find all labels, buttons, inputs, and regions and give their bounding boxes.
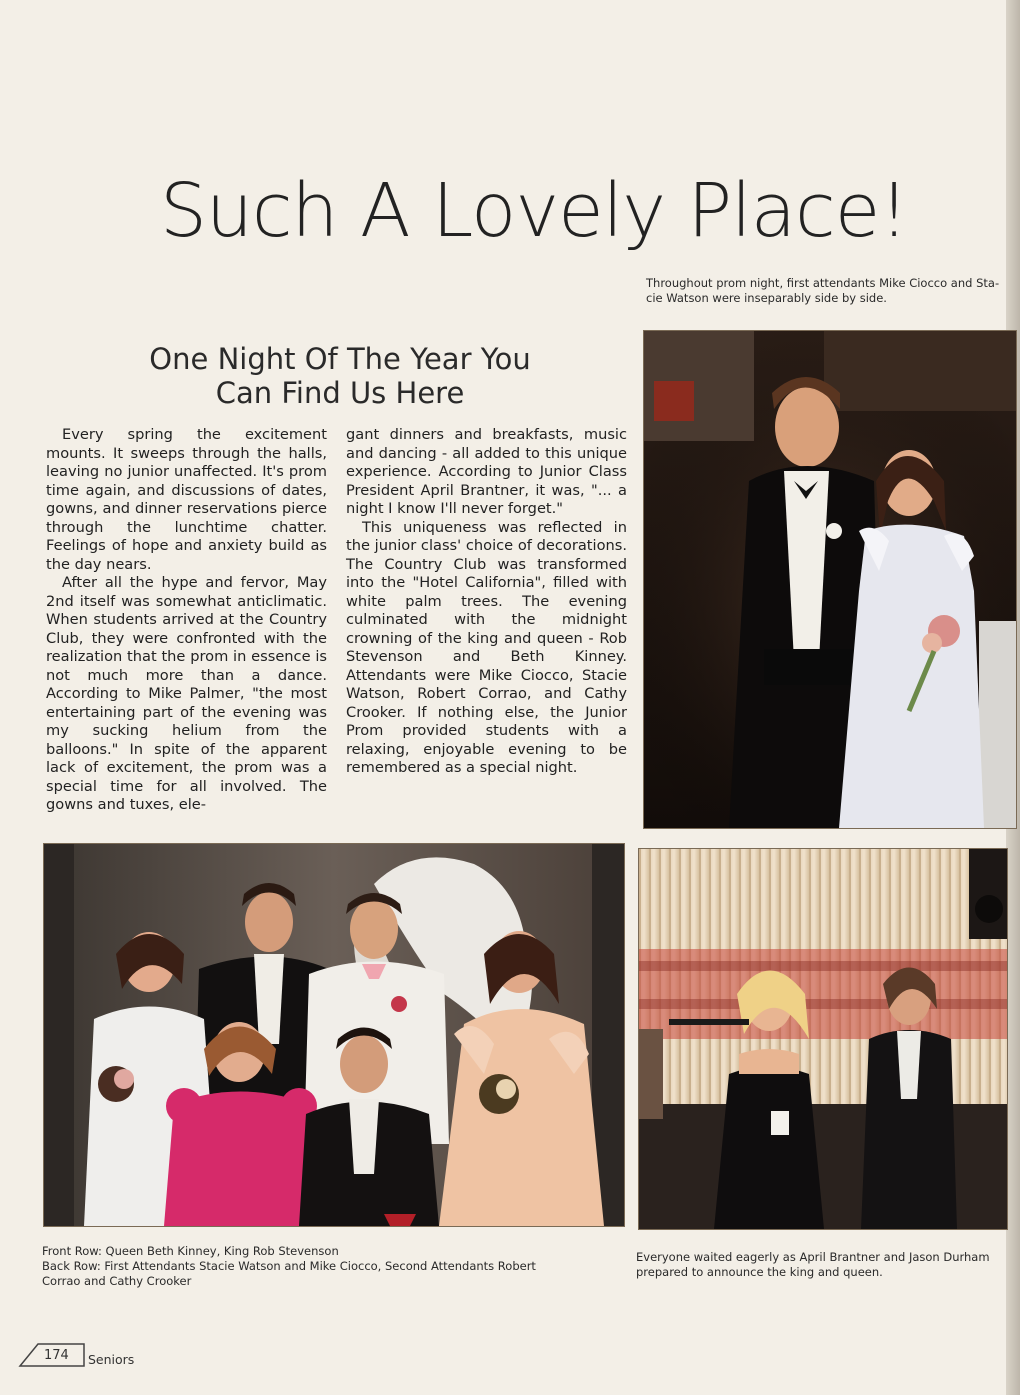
article-paragraph: This uniqueness was reflected in the junior class' choice of decorations. The Country Club was transformed into the "Hotel California", filled with white palm trees. The evening culminated with the midnight crowning of the king and queen - Rob Stevenson and Beth Kinney. Attendants were Mike Ciocco, Stacie Watson, Robert Corrao, and Cathy Crooker. If nothing else, the Junior Prom provided students with a relaxing, enjoyable evening to be remembered as a special night. bbox=[346, 518, 627, 776]
subhead-line-2: Can Find Us Here bbox=[215, 376, 465, 410]
page-footer bbox=[18, 1340, 218, 1374]
subhead-line-1: One Night Of The Year You bbox=[149, 342, 531, 376]
caption-line: Back Row: First Attendants Stacie Watson and Mike Ciocco, Second Attendants Robert bbox=[42, 1259, 536, 1273]
caption-line: prepared to announce the king and queen. bbox=[636, 1265, 883, 1279]
photo-first-attendants bbox=[643, 330, 1017, 829]
section-label: Seniors bbox=[88, 1352, 135, 1367]
article-paragraph: After all the hype and fervor, May 2nd itself was somewhat anticlimatic. When students arrived at the Country Club, they were confronted with the realization that the prom in essence is not much more than a dance. According to Mike Palmer, "the most entertaining part of the evening was my sucking helium from the balloons." In spite of the apparent lack of excitement, the prom was a special time for all involved. The gowns and tuxes, ele- bbox=[46, 574, 327, 813]
caption-announcers-photo bbox=[636, 1250, 1020, 1280]
caption-court-photo bbox=[42, 1244, 632, 1289]
page-number: 174 bbox=[44, 1348, 69, 1363]
article-paragraph: gant dinners and breakfasts, music and dancing - all added to this unique experience. According to Junior Class President April Brantner, it was, "... a night I know I'll never forget." bbox=[346, 426, 627, 517]
photo-prom-court bbox=[43, 843, 625, 1227]
caption-couple-photo bbox=[646, 276, 1018, 306]
article-column-1 bbox=[46, 426, 327, 815]
caption-line: Front Row: Queen Beth Kinney, King Rob Stevenson bbox=[42, 1244, 339, 1258]
caption-line: Throughout prom night, first attendants Mike Ciocco and Sta- bbox=[646, 276, 1000, 290]
caption-line: cie Watson were inseparably side by side. bbox=[646, 291, 887, 305]
caption-line: Everyone waited eagerly as April Brantner and Jason Durham bbox=[636, 1250, 990, 1264]
article-subhead bbox=[130, 342, 550, 410]
article-column-2 bbox=[346, 426, 627, 778]
photo-announcers bbox=[638, 848, 1008, 1230]
page-title: Such A Lovely Place! bbox=[160, 168, 908, 254]
caption-line: Corrao and Cathy Crooker bbox=[42, 1274, 192, 1288]
article-paragraph: Every spring the excitement mounts. It sweeps through the halls, leaving no junior unaffected. It's prom time again, and discussions of dates, gowns, and dinner reservations pierce through the lunchtime chatter. Feelings of hope and anxiety build as the day nears. bbox=[46, 426, 327, 573]
